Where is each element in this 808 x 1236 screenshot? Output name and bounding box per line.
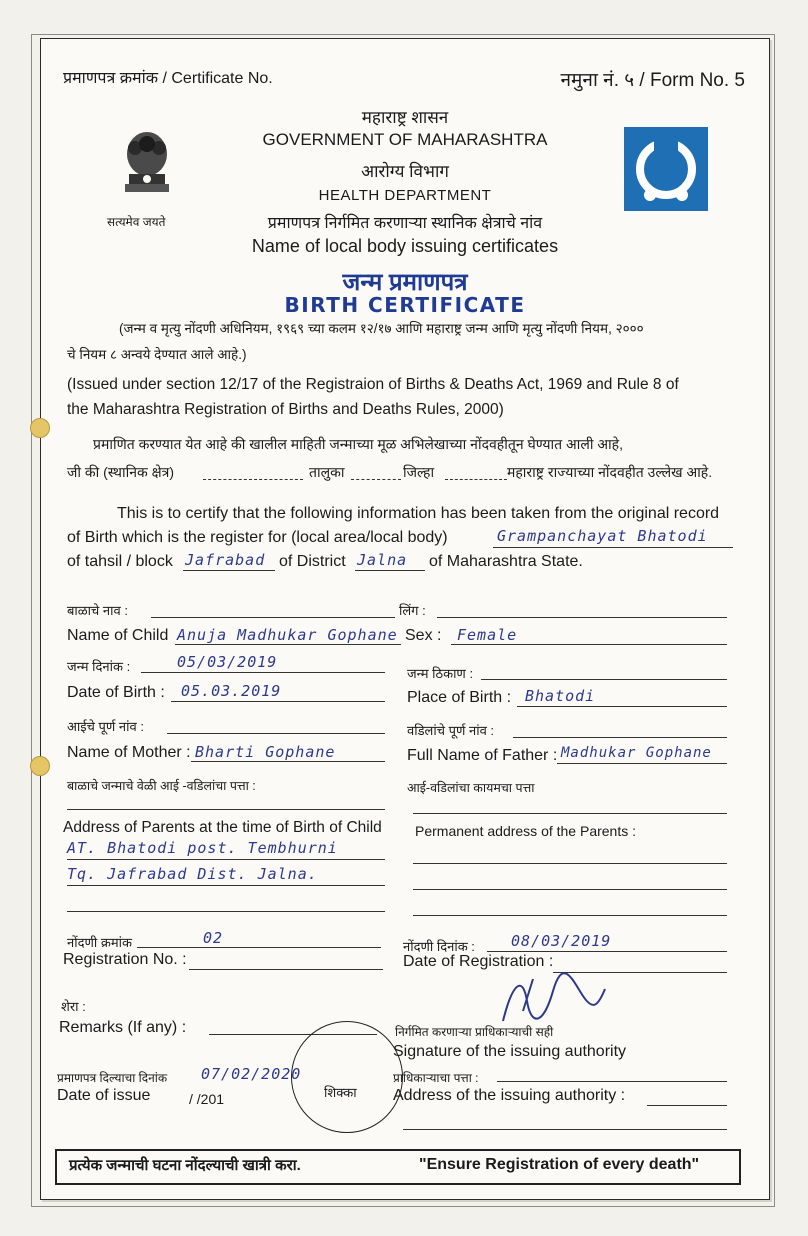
local-body-label-mr: प्रमाणपत्र निर्गमित करणाऱ्या स्थानिक क्षेत्राचे नांव [267,215,543,232]
local-area-value: Grampanchayat Bhatodi [497,527,708,545]
cert-mr-line2a: जी की (स्थानिक क्षेत्र) [67,464,175,480]
sex-label-en: Sex : [405,627,442,644]
intro-en-line1: (Issued under section 12/17 of the Registraion of Births & Deaths Act, 1969 and Rule 8 of [67,376,679,393]
cert-mr-line2c: जिल्हा [403,464,435,480]
cert-en-line3a: of tahsil / block [67,553,173,570]
dept-title-en: HEALTH DEPARTMENT [318,187,492,204]
addr-birth-label-mr: बाळाचे जन्माचे वेळी आई -वडिलांचा पत्ता : [67,779,256,793]
pob-label-en: Place of Birth : [407,689,512,706]
addr-perm-label-mr: आई-वडिलांचा कायमचा पत्ता [407,781,535,795]
issue-label-en: Date of issue [57,1087,151,1104]
sign-label-mr: निर्गमित करणाऱ्या प्राधिकाऱ्याची सही [395,1025,554,1039]
issue-blank: / /201 [189,1091,225,1107]
seal-label: शिक्का [324,1085,357,1100]
cert-mr-line1: प्रमाणित करण्यात येत आहे की खालील माहिती जन्माच्या मूळ अभिलेखाच्या नोंदवहीतून घेण्यात आली आहे, [93,436,623,452]
reg-date-label-mr: नोंदणी दिनांक : [403,939,475,954]
pob-label-mr: जन्म ठिकाण : [407,666,474,681]
form-no-label: नमुना नं. ५ / Form No. 5 [560,70,745,91]
mother-label-en: Name of Mother : [67,744,191,761]
dob-label-en: Date of Birth : [67,684,165,701]
intro-en-line2: the Maharashtra Registration of Births and Deaths Rules, 2000) [67,401,504,418]
child-name-label-en: Name of Child [67,627,169,644]
footer-text-en: "Ensure Registration of every death" [419,1156,700,1173]
dept-title-mr: आरोग्य विभाग [361,162,449,181]
reg-date-value: 08/03/2019 [511,932,612,950]
tahsil-value: Jafrabad [185,551,266,569]
local-body-label-en: Name of local body issuing certificates [251,236,559,256]
emblem-motto: सत्यमेव जयते [107,215,166,229]
auth-addr-label-mr: प्राधिकाऱ्याचा पत्ता : [393,1071,479,1085]
seal-circle [291,1021,403,1133]
child-name-value: Anuja Madhukar Gophane [177,626,398,644]
binder-hole [30,418,50,438]
mother-value: Bharti Gophane [195,743,336,761]
intro-mr-line1: (जन्म व मृत्यु नोंदणी अधिनियम, १९६९ च्या कलम १२/१७ आणि महाराष्ट्र जन्म आणि मृत्यु नोंदणी नियम, २००० [119,321,644,336]
cert-en-line1: This is to certify that the following information has been taken from the original record [117,505,720,522]
addr-perm-label-en: Permanent address of the Parents : [415,823,637,839]
remarks-label-en: Remarks (If any) : [59,1019,187,1036]
title-en: BIRTH CERTIFICATE [284,293,526,317]
child-name-label-mr: बाळाचे नाव : [67,603,128,618]
reg-no-label-en: Registration No. : [63,951,187,968]
cert-mr-line2d: महाराष्ट्र राज्याच्या नोंदवहीत उल्लेख आहे. [507,464,713,480]
issue-label-mr: प्रमाणपत्र दिल्याचा दिनांक [57,1071,168,1085]
cert-en-line2: of Birth which is the register for (local area/local body) [67,529,448,546]
reg-date-label-en: Date of Registration : [403,953,554,970]
cert-mr-line2b: तालुका [309,464,345,480]
cert-en-line3b: of District [279,553,346,570]
title-mr: जन्म प्रमाणपत्र [342,269,468,296]
binder-hole [30,756,50,776]
signature-mark-icon [493,971,613,1031]
father-label-mr: वडिलांचे पूर्ण नांव : [407,723,495,738]
gov-title-en: GOVERNMENT OF MAHARASHTRA [262,130,548,149]
addr-birth-value-2: Tq. Jafrabad Dist. Jalna. [67,865,318,883]
footer-text-mr: प्रत्येक जन्माची घटना नोंदल्याची खात्री करा. [69,1157,301,1174]
issue-value: 07/02/2020 [201,1065,302,1083]
pob-value: Bhatodi [525,687,596,705]
dob-value: 05.03.2019 [181,682,282,700]
father-value: Madhukar Gophane [561,745,712,761]
addr-birth-value-1: AT. Bhatodi post. Tembhurni [67,839,338,857]
father-label-en: Full Name of Father : [407,747,558,764]
remarks-label-mr: शेरा : [61,999,86,1014]
auth-addr-label-en: Address of the issuing authority : [393,1087,626,1104]
sex-value: Female [457,626,518,644]
reg-no-value: 02 [203,929,224,947]
cert-en-line3c: of Maharashtra State. [429,553,583,570]
mother-label-mr: आईचे पूर्ण नांव : [67,719,144,734]
addr-birth-label-en: Address of Parents at the time of Birth of Child [63,819,382,836]
gov-title-mr: महाराष्ट्र शासन [361,108,449,127]
sign-label-en: Signature of the issuing authority [393,1043,627,1060]
certificate-no-label: प्रमाणपत्र क्रमांक / Certificate No. [63,70,273,87]
dob-value-mr: 05/03/2019 [177,653,278,671]
district-value: Jalna [357,551,408,569]
reg-no-label-mr: नोंदणी क्रमांक [67,935,132,950]
dob-label-mr: जन्म दिनांक : [67,659,131,674]
sex-label-mr: लिंग : [399,603,426,618]
certificate-sheet [40,38,770,1200]
intro-mr-line2: चे नियम ८ अन्वये देण्यात आले आहे.) [67,347,247,362]
